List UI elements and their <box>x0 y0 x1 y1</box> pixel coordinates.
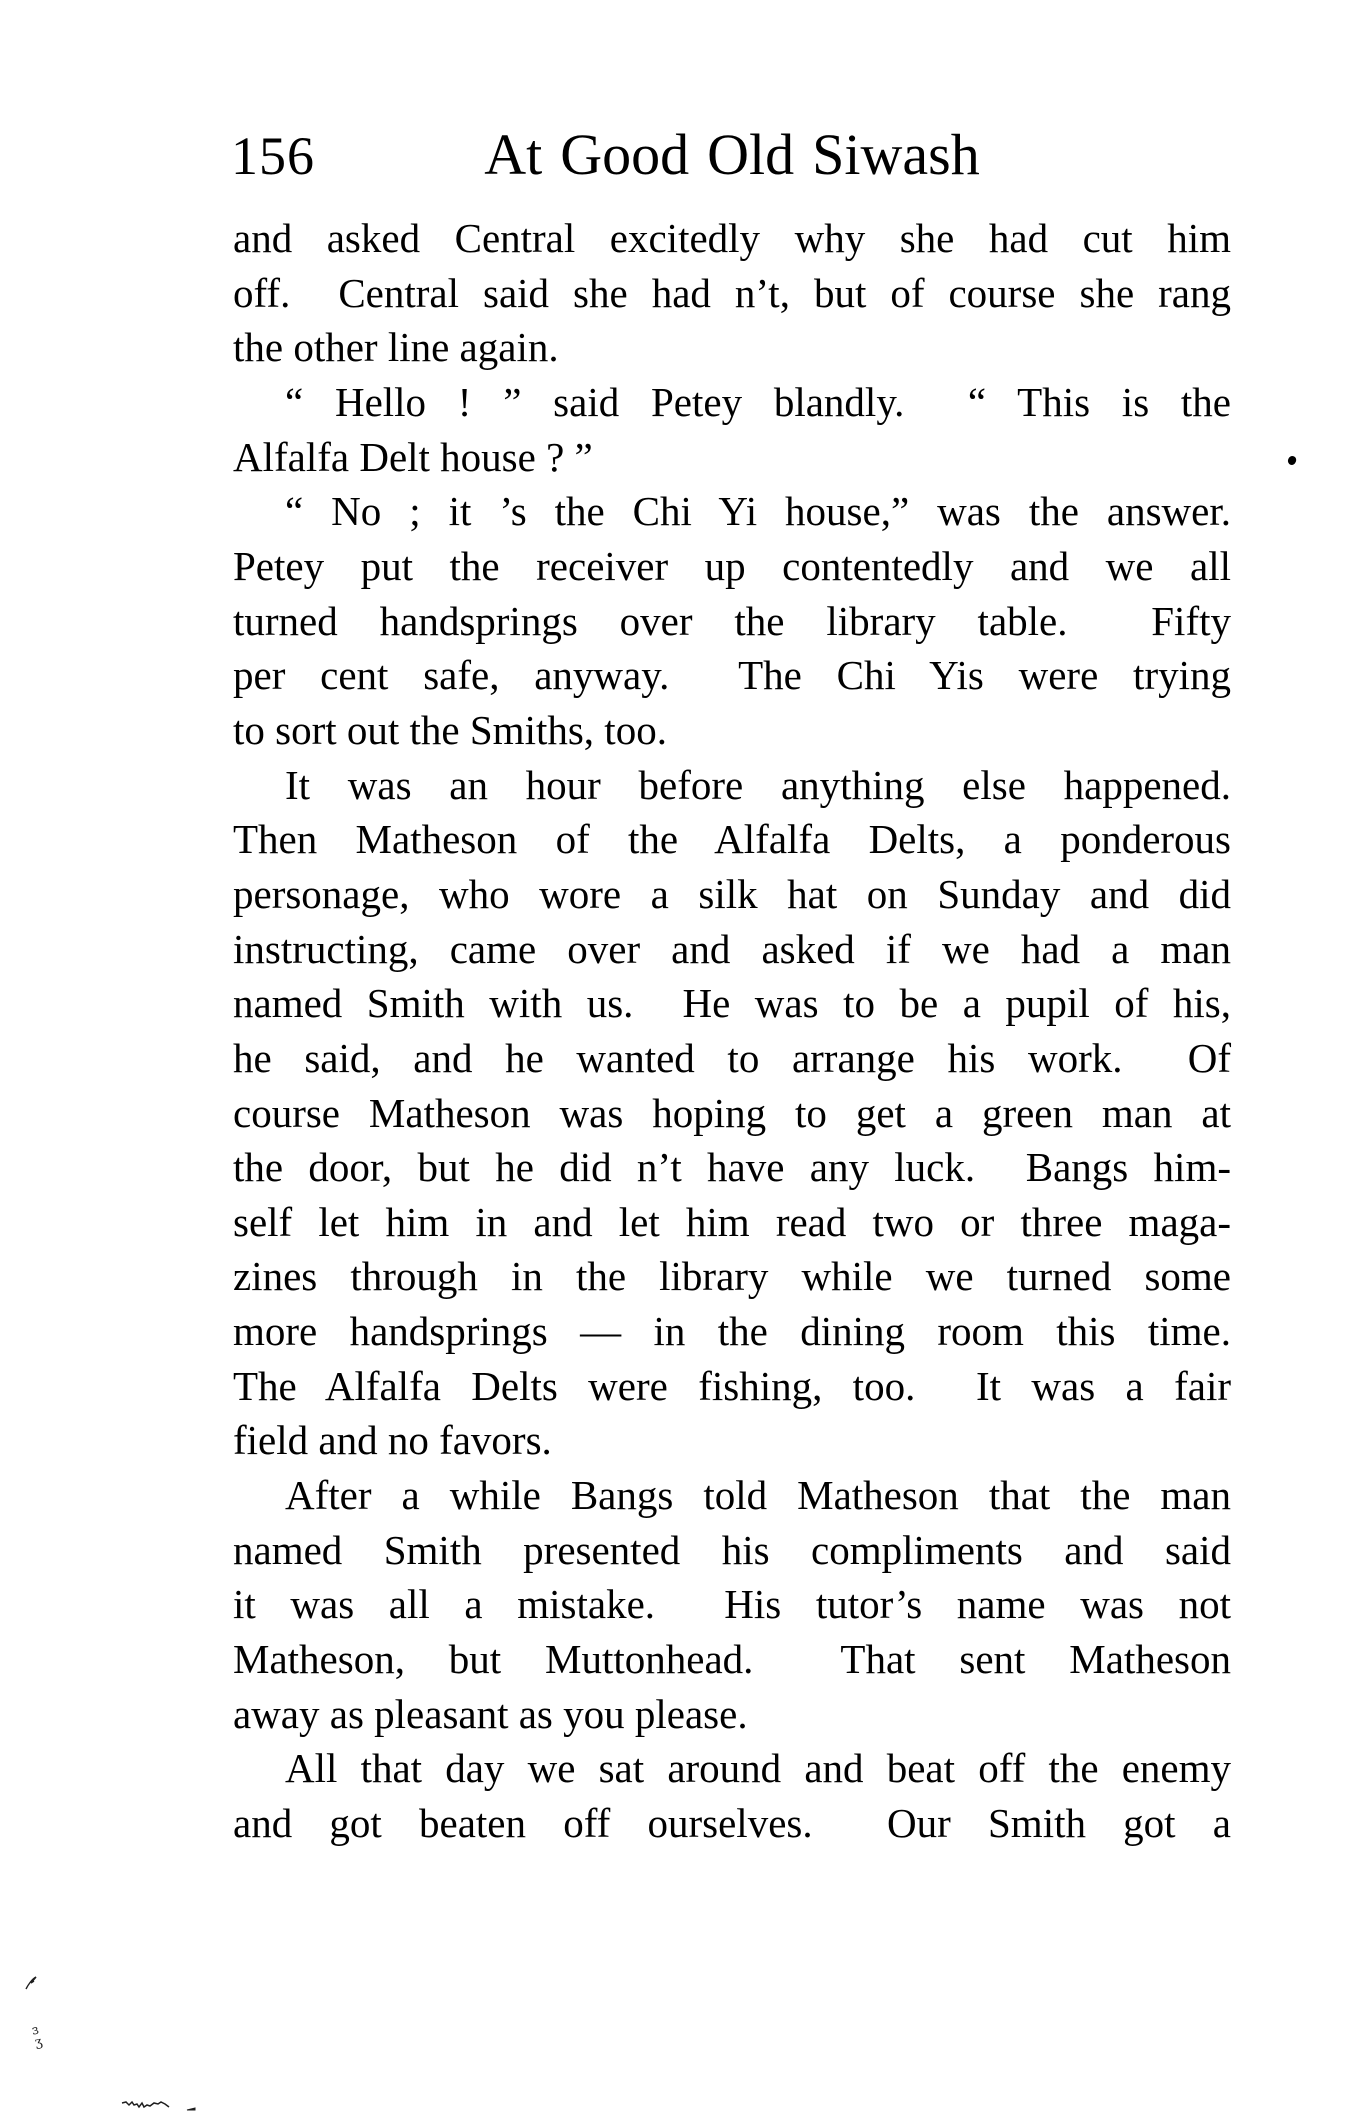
text-line: named Smith presented his compliments and said <box>233 1526 1231 1573</box>
pen-curl-smudge: ɜ <box>30 2022 41 2039</box>
text-line: field and no favors. <box>233 1417 552 1464</box>
text-line: After a while Bangs told Matheson that the man <box>285 1472 1231 1519</box>
page-number: 156 <box>231 126 315 186</box>
text-line: named Smith with us. He was to be a pupil of his, <box>233 980 1231 1027</box>
pen-scribble-icon <box>121 2098 173 2110</box>
text-line: he said, and he wanted to arrange his work. Of <box>233 1034 1231 1081</box>
text-line: course Matheson was hoping to get a green man at <box>233 1089 1231 1136</box>
text-line: turned handsprings over the library table. Fifty <box>233 597 1231 644</box>
text-line: off. Central said she had n’t, but of course she rang <box>233 269 1231 316</box>
text-line: and got beaten off ourselves. Our Smith got a <box>233 1800 1231 1847</box>
text-line: Petey put the receiver up contentedly and we all <box>233 542 1231 589</box>
text-line: to sort out the Smiths, too. <box>233 706 667 753</box>
text-line: personage, who wore a silk hat on Sunday and did <box>233 870 1231 917</box>
text-line: the other line again. <box>233 324 559 371</box>
running-title: At Good Old Siwash <box>484 122 980 187</box>
text-line: self let him in and let him read two or three maga- <box>233 1198 1231 1245</box>
ink-dot-artifact <box>1287 455 1298 466</box>
text-line: “ Hello ! ” said Petey blandly. “ This is the <box>285 378 1231 425</box>
text-line: it was all a mistake. His tutor’s name was not <box>233 1581 1231 1628</box>
text-line: zines through in the library while we turned some <box>233 1253 1231 1300</box>
text-line: away as pleasant as you please. <box>233 1690 748 1737</box>
text-line: It was an hour before anything else happened. <box>285 761 1231 808</box>
pen-curl-smudge: ʒ <box>33 2034 44 2051</box>
text-line: “ No ; it ’s the Chi Yi house,” was the answer. <box>285 488 1231 535</box>
text-line: instructing, came over and asked if we had a man <box>233 925 1231 972</box>
text-line: and asked Central excitedly why she had cut him <box>233 215 1231 261</box>
body-text <box>233 211 1231 1851</box>
text-line: more handsprings — in the dining room this time. <box>233 1308 1231 1355</box>
text-line: All that day we sat around and beat off the enemy <box>285 1745 1231 1792</box>
text-line: the door, but he did n’t have any luck. Bangs him- <box>233 1144 1231 1191</box>
text-line: per cent safe, anyway. The Chi Yis were trying <box>233 652 1231 699</box>
pen-smudge-icon <box>24 1975 38 1991</box>
text-line: The Alfalfa Delts were fishing, too. It was a fair <box>233 1362 1231 1409</box>
text-line: Matheson, but Muttonhead. That sent Matheson <box>233 1636 1231 1683</box>
text-line: Alfalfa Delt house ? ” <box>233 433 593 480</box>
pen-dash-icon <box>186 2106 196 2112</box>
text-line: Then Matheson of the Alfalfa Delts, a ponderous <box>233 816 1231 863</box>
